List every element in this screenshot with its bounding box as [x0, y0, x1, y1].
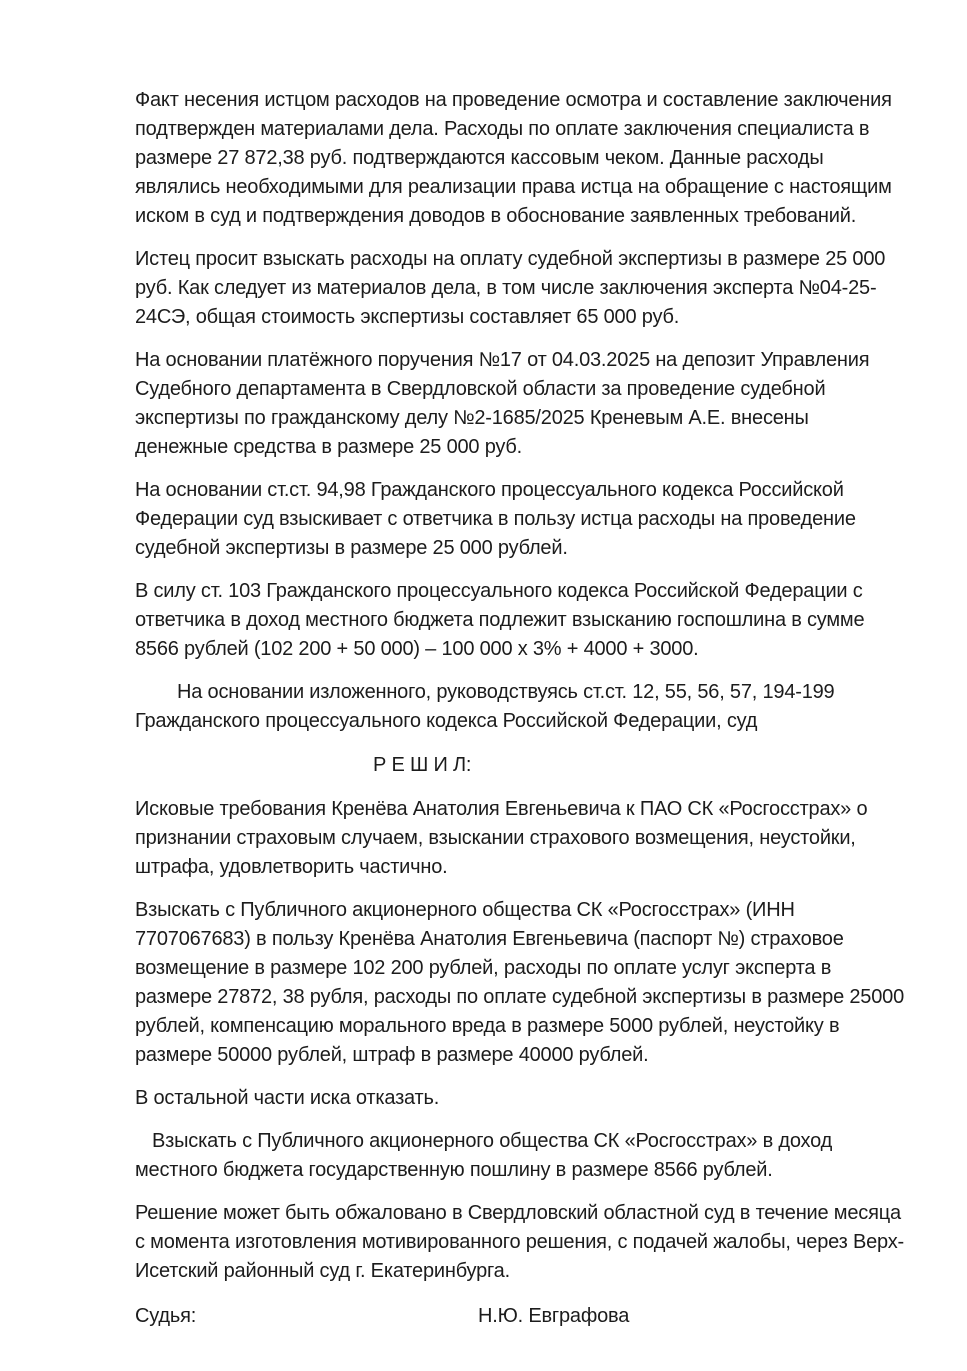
paragraph: На основании ст.ст. 94,98 Гражданского процессуального кодекса Российской Федерации суд взыскивает с ответчика в пользу истца расходы на проведение судебной экспертизы в размере 25 000 рублей. — [135, 479, 856, 559]
paragraph: Исковые требования Кренёва Анатолия Евгеньевича к ПАО СК «Росгосстрах» о признании страховым случаем, взыскании страхового возмещения, неустойки, штрафа, удовлетворить частично. — [135, 798, 868, 878]
paragraph: Взыскать с Публичного акционерного общества СК «Росгосстрах» в доход местного бюджета государственную пошлину в размере 8566 рублей. — [135, 1130, 833, 1181]
paragraph: На основании изложенного, руководствуясь ст.ст. 12, 55, 56, 57, 194-199 Гражданского процессуального кодекса Российской Федерации, суд — [135, 681, 835, 732]
paragraph: Решение может быть обжаловано в Свердловский областной суд в течение месяца с момента изготовления мотивированного решения, с подачей жалобы, через Верх-Исетский районный суд г. Екатеринбурга. — [135, 1202, 904, 1282]
resolution-heading: Р Е Ш И Л: — [373, 754, 472, 776]
document-body — [135, 86, 907, 1331]
signature-row — [135, 1302, 907, 1331]
judge-label: Судья: — [135, 1305, 197, 1327]
paragraph: В остальной части иска отказать. — [135, 1087, 440, 1109]
paragraph: Факт несения истцом расходов на проведение осмотра и составление заключения подтвержден материалами дела. Расходы по оплате заключения специалиста в размере 27 872,38 руб. подтверждаются кассовым чеком. Данные расходы являлись необходимыми для реализации права истца на обращение с настоящим иском в суд и подтверждения доводов в обоснование заявленных требований. — [135, 89, 892, 227]
paragraph: В силу ст. 103 Гражданского процессуального кодекса Российской Федерации с ответчика в доход местного бюджета подлежит взысканию госпошлина в сумме 8566 рублей (102 200 + 50 000) – 100 000 х 3% + 4000 + 3000. — [135, 580, 865, 660]
paragraph: Истец просит взыскать расходы на оплату судебной экспертизы в размере 25 000 руб. Как следует из материалов дела, в том числе заключения эксперта №04-25-24СЭ, общая стоимость экспертизы составляет 65 000 руб. — [135, 248, 886, 328]
judge-name: Н.Ю. Евграфова — [478, 1305, 630, 1327]
paragraph: Взыскать с Публичного акционерного общества СК «Росгосстрах» (ИНН 7707067683) в пользу Кренёва Анатолия Евгеньевича (паспорт №) страховое возмещение в размере 102 200 рублей, расходы по оплате услуг эксперта в размере 27872, 38 рубля, расходы по оплате судебной экспертизы в размере 25000 рублей, компенсацию морального вреда в размере 5000 рублей, неустойку в размере 50000 рублей, штраф в размере 40000 рублей. — [135, 899, 904, 1066]
paragraph: На основании платёжного поручения №17 от 04.03.2025 на депозит Управления Судебного департамента в Свердловской области за проведение судебной экспертизы по гражданскому делу №2-1685/2025 Креневым А.Е. внесены денежные средства в размере 25 000 руб. — [135, 349, 870, 458]
